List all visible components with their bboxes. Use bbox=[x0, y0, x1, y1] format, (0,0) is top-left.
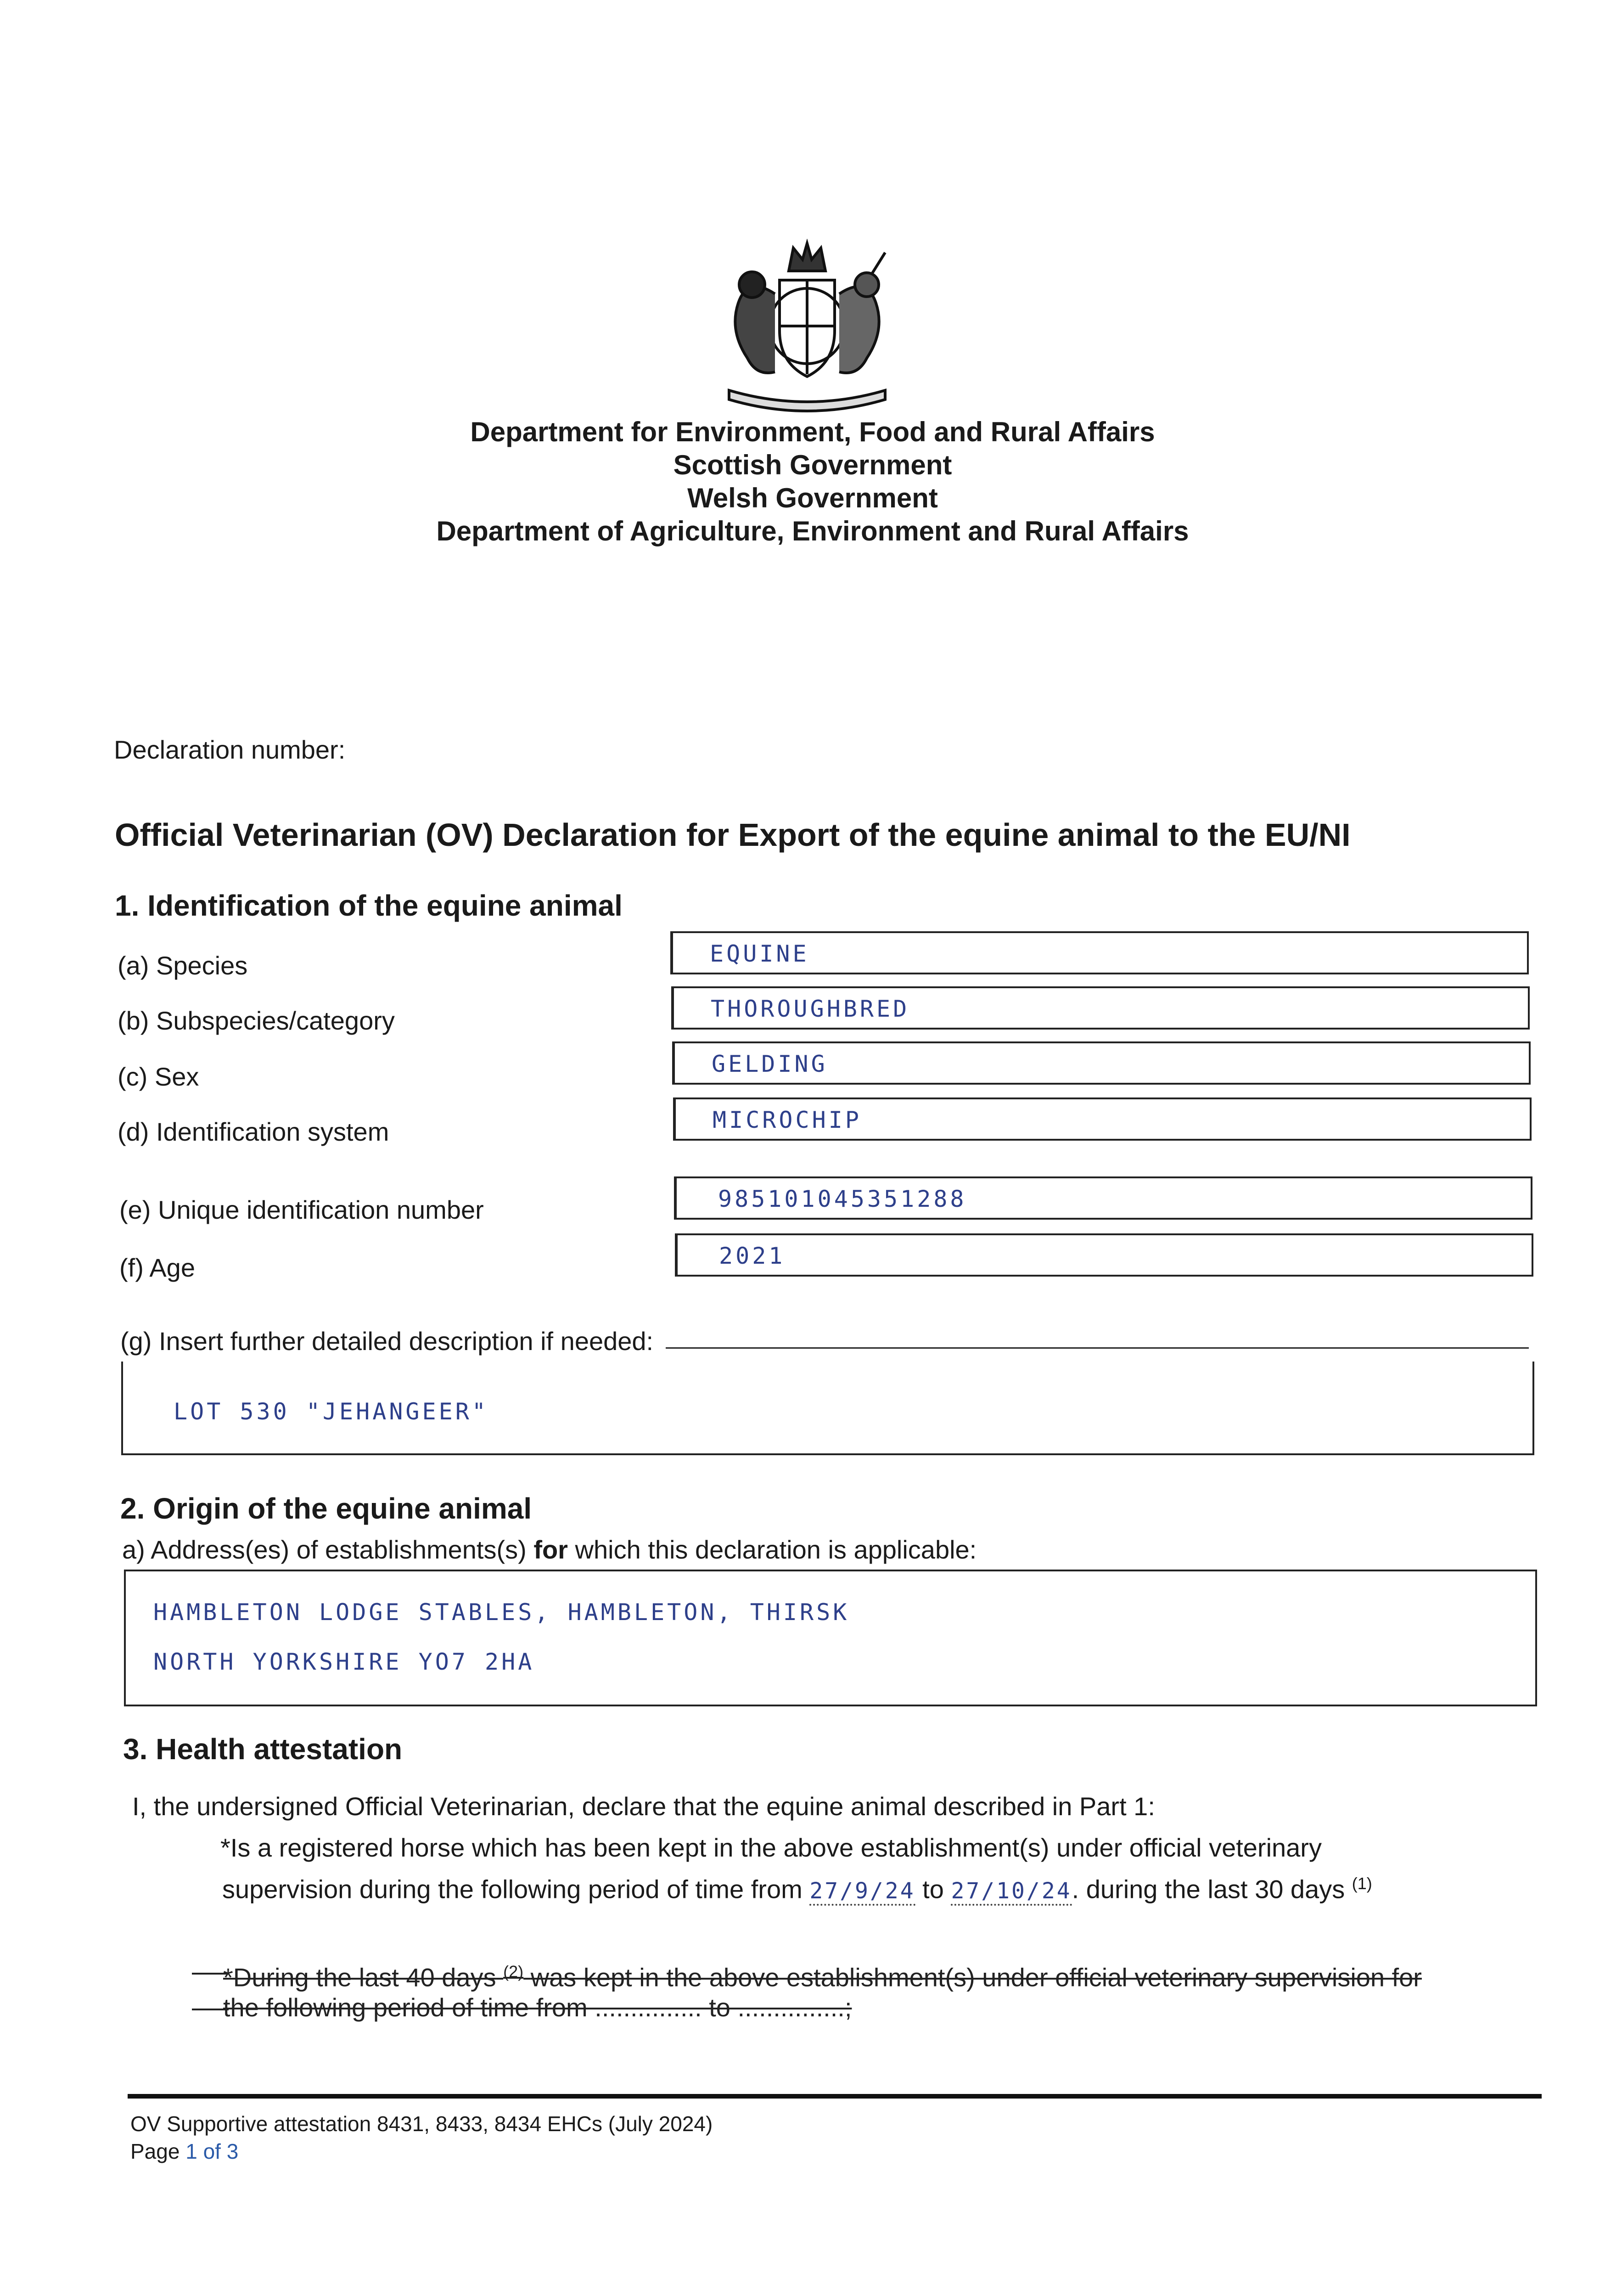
date-from-value[interactable]: 27/9/24 bbox=[809, 1878, 915, 1906]
further-description-value: LOT 530 "JEHANGEER" bbox=[174, 1398, 488, 1425]
date-to-value[interactable]: 27/10/24 bbox=[951, 1878, 1072, 1906]
attestation-intro: I, the undersigned Official Veterinarian, declare that the equine animal described in Part 1: bbox=[132, 1792, 1155, 1821]
subspecies-field[interactable] bbox=[671, 986, 1530, 1030]
address-line1: HAMBLETON LODGE STABLES, HAMBLETON, THIRSK bbox=[153, 1599, 850, 1626]
attestation-clause2-line2: the following period of time from ............... to ...............; bbox=[223, 1993, 852, 2022]
attestation-clause1-line2: supervision during the following period of time from 27/9/24 to 27/10/24. during the last 30 days $^{(1)}$ bbox=[222, 1866, 1372, 1908]
sex-label: (c) Sex bbox=[118, 1062, 199, 1091]
department-header bbox=[321, 416, 1304, 548]
unique-id-value: 985101045351288 bbox=[718, 1186, 967, 1212]
department-welsh-government: Welsh Government bbox=[687, 483, 938, 513]
address-label: a) Address(es) of establishments(s) for which this declaration is applicable: bbox=[122, 1535, 977, 1564]
further-description-field[interactable] bbox=[121, 1362, 1534, 1455]
section1-heading: 1. Identification of the equine animal bbox=[115, 889, 623, 922]
strike-extension-1 bbox=[192, 1973, 229, 1975]
strike-extension-2 bbox=[192, 2009, 229, 2010]
species-field[interactable] bbox=[670, 931, 1529, 974]
age-field[interactable] bbox=[675, 1233, 1533, 1277]
footnote-1-marker: (1) bbox=[1352, 1874, 1372, 1893]
footer-rule bbox=[128, 2094, 1542, 2099]
further-description-rule bbox=[666, 1347, 1529, 1349]
identification-system-value: MICROCHIP bbox=[713, 1107, 862, 1133]
sex-field[interactable] bbox=[672, 1041, 1531, 1085]
department-scottish-government: Scottish Government bbox=[673, 450, 952, 480]
age-label: (f) Age bbox=[119, 1253, 195, 1282]
attestation-clause2-line1: *During the last 40 days $^{(2)}$ was kept in the above establishment(s) under official veterinary supervision for bbox=[223, 1962, 1422, 1992]
section3-heading: 3. Health attestation bbox=[123, 1733, 403, 1766]
section2-heading: 2. Origin of the equine animal bbox=[120, 1492, 532, 1525]
subspecies-value: THOROUGHBRED bbox=[711, 996, 910, 1022]
age-value: 2021 bbox=[719, 1243, 786, 1269]
unique-id-field[interactable] bbox=[674, 1176, 1532, 1220]
sex-value: GELDING bbox=[712, 1051, 828, 1077]
royal-coat-of-arms-icon bbox=[711, 239, 904, 413]
footer-document-ref: OV Supportive attestation 8431, 8433, 8434 EHCs (July 2024) bbox=[130, 2112, 713, 2136]
declaration-number-label: Declaration number: bbox=[114, 735, 346, 764]
document-title: Official Veterinarian (OV) Declaration for Export of the equine animal to the EU/NI bbox=[115, 817, 1351, 853]
identification-system-field[interactable] bbox=[673, 1097, 1532, 1141]
footnote-2-marker: (2) bbox=[503, 1962, 524, 1981]
further-description-label: (g) Insert further detailed description if needed: bbox=[120, 1327, 654, 1356]
species-value: EQUINE bbox=[710, 940, 809, 967]
identification-system-label: (d) Identification system bbox=[118, 1117, 389, 1146]
address-line2: NORTH YORKSHIRE YO7 2HA bbox=[153, 1649, 535, 1675]
address-field[interactable] bbox=[124, 1570, 1537, 1706]
species-label: (a) Species bbox=[118, 951, 248, 980]
unique-id-label: (e) Unique identification number bbox=[119, 1195, 484, 1224]
attestation-clause1-line1: *Is a registered horse which has been kept in the above establishment(s) under official veterinary bbox=[220, 1833, 1322, 1862]
department-defra: Department for Environment, Food and Rural Affairs bbox=[470, 416, 1155, 447]
department-daera: Department of Agriculture, Environment and Rural Affairs bbox=[436, 516, 1189, 546]
footer-page-number: Page 1 of 3 bbox=[130, 2139, 239, 2163]
subspecies-label: (b) Subspecies/category bbox=[118, 1006, 395, 1035]
